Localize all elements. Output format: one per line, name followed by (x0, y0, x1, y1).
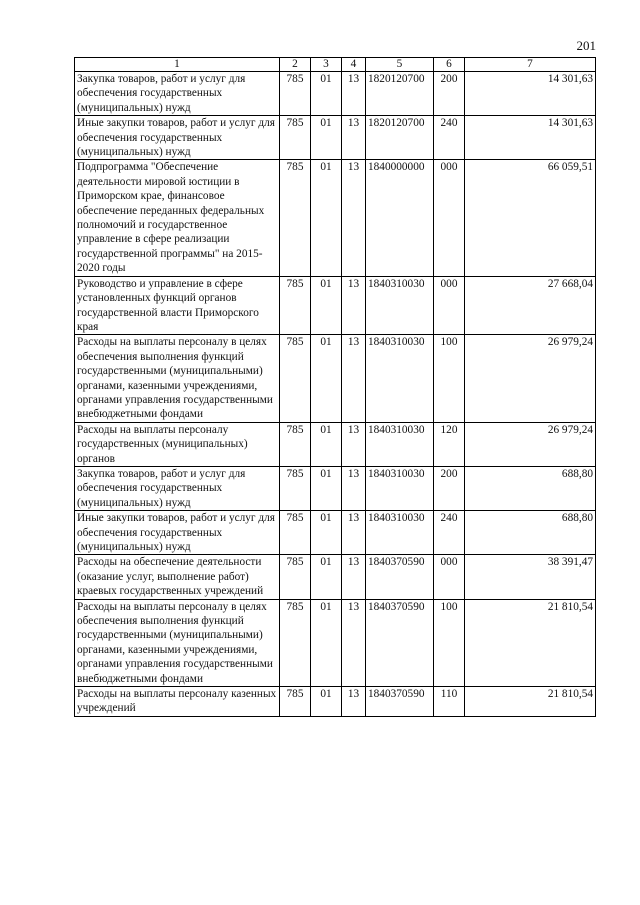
row-target-article: 1840370590 (366, 555, 434, 599)
table-row (75, 555, 596, 599)
row-sum: 688,80 (465, 466, 596, 510)
row-expense-type: 200 (434, 466, 465, 510)
row-target-article: 1820120700 (366, 72, 434, 116)
row-subsection: 13 (342, 511, 366, 555)
row-subsection: 13 (342, 687, 366, 717)
row-subsection: 13 (342, 116, 366, 160)
column-header-name: 1 (75, 58, 280, 72)
row-sum: 27 668,04 (465, 276, 596, 335)
row-name: Расходы на обеспечение деятельности (оказание услуг, выполнение работ) краевых государственных учреждений (75, 555, 280, 599)
row-target-article: 1840310030 (366, 511, 434, 555)
row-subsection: 13 (342, 466, 366, 510)
table-header-row (75, 58, 596, 72)
row-expense-type: 200 (434, 72, 465, 116)
table-row (75, 335, 596, 422)
row-name: Закупка товаров, работ и услуг для обеспечения государственных (муниципальных) нужд (75, 466, 280, 510)
table-row (75, 511, 596, 555)
row-target-article: 1840000000 (366, 160, 434, 276)
row-sum: 21 810,54 (465, 687, 596, 717)
row-target-article: 1820120700 (366, 116, 434, 160)
row-grbs: 785 (280, 599, 311, 686)
row-expense-type: 120 (434, 422, 465, 466)
row-section: 01 (311, 116, 342, 160)
budget-table (74, 57, 596, 717)
row-expense-type: 100 (434, 599, 465, 686)
table-row (75, 72, 596, 116)
row-sum: 14 301,63 (465, 116, 596, 160)
column-header-grbs: 2 (280, 58, 311, 72)
row-section: 01 (311, 422, 342, 466)
row-section: 01 (311, 72, 342, 116)
row-section: 01 (311, 511, 342, 555)
row-sum: 14 301,63 (465, 72, 596, 116)
page-number: 201 (576, 38, 596, 53)
row-grbs: 785 (280, 116, 311, 160)
row-sum: 26 979,24 (465, 422, 596, 466)
row-expense-type: 100 (434, 335, 465, 422)
row-section: 01 (311, 687, 342, 717)
row-section: 01 (311, 466, 342, 510)
row-expense-type: 110 (434, 687, 465, 717)
row-name: Закупка товаров, работ и услуг для обеспечения государственных (муниципальных) нужд (75, 72, 280, 116)
row-subsection: 13 (342, 555, 366, 599)
row-name: Расходы на выплаты персоналу государственных (муниципальных) органов (75, 422, 280, 466)
row-expense-type: 000 (434, 555, 465, 599)
row-sum: 66 059,51 (465, 160, 596, 276)
row-target-article: 1840370590 (366, 599, 434, 686)
column-header-section: 3 (311, 58, 342, 72)
row-name: Расходы на выплаты персоналу в целях обеспечения выполнения функций государственными (муниципальными) органами, казенными учреждениями, органами управления государственными внебюджетными фондами (75, 599, 280, 686)
table-row (75, 599, 596, 686)
column-header-sum: 7 (465, 58, 596, 72)
row-target-article: 1840310030 (366, 466, 434, 510)
row-subsection: 13 (342, 276, 366, 335)
row-grbs: 785 (280, 422, 311, 466)
row-target-article: 1840370590 (366, 687, 434, 717)
row-grbs: 785 (280, 160, 311, 276)
column-header-subsection: 4 (342, 58, 366, 72)
row-sum: 26 979,24 (465, 335, 596, 422)
row-sum: 38 391,47 (465, 555, 596, 599)
row-expense-type: 000 (434, 276, 465, 335)
row-section: 01 (311, 335, 342, 422)
row-grbs: 785 (280, 555, 311, 599)
row-subsection: 13 (342, 335, 366, 422)
row-sum: 688,80 (465, 511, 596, 555)
table-row (75, 276, 596, 335)
row-subsection: 13 (342, 599, 366, 686)
row-name: Расходы на выплаты персоналу казенных учреждений (75, 687, 280, 717)
table-row (75, 466, 596, 510)
row-grbs: 785 (280, 276, 311, 335)
row-subsection: 13 (342, 72, 366, 116)
row-name: Подпрограмма "Обеспечение деятельности мировой юстиции в Приморском крае, финансовое обеспечение переданных федеральных полномочий и государственное управление в сфере реализации государственной программы" на 2015-2020 годы (75, 160, 280, 276)
table-row (75, 422, 596, 466)
row-name: Руководство и управление в сфере установленных функций органов государственной власти Приморского края (75, 276, 280, 335)
row-section: 01 (311, 160, 342, 276)
table-row (75, 687, 596, 717)
row-target-article: 1840310030 (366, 422, 434, 466)
row-name: Иные закупки товаров, работ и услуг для обеспечения государственных (муниципальных) нужд (75, 116, 280, 160)
row-subsection: 13 (342, 160, 366, 276)
row-grbs: 785 (280, 335, 311, 422)
row-name: Иные закупки товаров, работ и услуг для обеспечения государственных (муниципальных) нужд (75, 511, 280, 555)
row-expense-type: 000 (434, 160, 465, 276)
row-subsection: 13 (342, 422, 366, 466)
row-expense-type: 240 (434, 116, 465, 160)
row-grbs: 785 (280, 466, 311, 510)
row-section: 01 (311, 276, 342, 335)
row-expense-type: 240 (434, 511, 465, 555)
row-name: Расходы на выплаты персоналу в целях обеспечения выполнения функций государственными (муниципальными) органами, казенными учреждениями, органами управления государственными внебюджетными фондами (75, 335, 280, 422)
table-row (75, 160, 596, 276)
row-target-article: 1840310030 (366, 276, 434, 335)
row-grbs: 785 (280, 687, 311, 717)
row-grbs: 785 (280, 72, 311, 116)
table-row (75, 116, 596, 160)
row-grbs: 785 (280, 511, 311, 555)
row-target-article: 1840310030 (366, 335, 434, 422)
column-header-expense-type: 6 (434, 58, 465, 72)
row-section: 01 (311, 555, 342, 599)
column-header-target-article: 5 (366, 58, 434, 72)
row-section: 01 (311, 599, 342, 686)
row-sum: 21 810,54 (465, 599, 596, 686)
